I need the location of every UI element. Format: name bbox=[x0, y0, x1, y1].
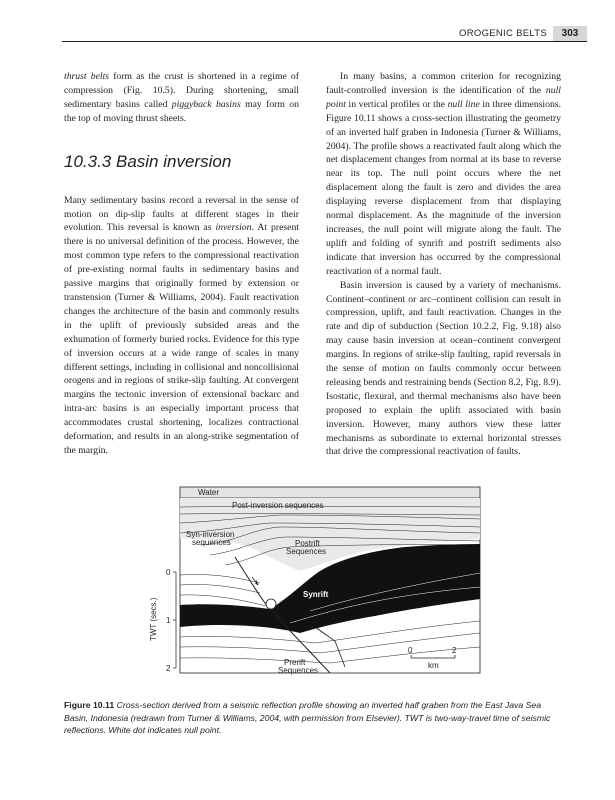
running-header bbox=[0, 26, 615, 42]
right-paragraph-1 bbox=[326, 70, 561, 279]
label-postrift-2: Sequences bbox=[286, 547, 327, 556]
caption-text: Cross-section derived from a seismic reflection profile showing an inverted half graben from the East Java Sea Basin, Indonesia (redrawn from Turner & Williams, 2004, with permission from Elsevier). TWT is two-way-travel time of seismic reflections. White dot indicates null point. bbox=[64, 700, 551, 736]
left-paragraph-1-text-a: form as the crust is shortened in a regime of compression (Fig. 10.5). During shortening, small sedimentary basins called bbox=[64, 71, 299, 110]
right-paragraph-1-text-a: In many basins, a common criterion for recognizing fault-controlled inversion is the identification of the bbox=[326, 71, 561, 96]
label-postrift-1: Postrift bbox=[295, 539, 320, 548]
term-null-point: null point bbox=[326, 84, 561, 110]
label-post-inversion: Post-inversion sequences bbox=[232, 501, 324, 510]
term-piggyback-basins: piggyback basins bbox=[171, 98, 241, 110]
right-column bbox=[326, 70, 561, 459]
right-paragraph-1-text-b: in vertical profiles or the bbox=[345, 98, 448, 110]
left-paragraph-1-text-b: may form on the top of moving thrust sheets. bbox=[64, 98, 299, 124]
scale-bar-unit: km bbox=[428, 661, 439, 670]
term-null-line: null line bbox=[447, 98, 480, 110]
right-paragraph-1-text-c: in three dimensions. Figure 10.11 shows a cross-section illustrating the geometry of an inverted half graben in Indonesia (Turner & Williams, 2004). The profile shows a reactivated fault along which the net displacement changes from normal at its base to reverse near its top. The null point occurs where the net displacement along the fault is zero and divides the area displaying reverse displacement from that displaying normal displacement. As the magnitude of the inversion increases, the null point will migrate along the fault. The uplift and folding of synrift and postrift sediments also indicate that inversion has occurred by the compressional reactivation of a normal fault. bbox=[326, 98, 561, 277]
y-tick-label-2: 2 bbox=[166, 664, 171, 673]
label-prerift-1: Prerift bbox=[284, 658, 306, 667]
left-column bbox=[64, 70, 299, 458]
label-water: Water bbox=[198, 488, 220, 497]
label-syn-inversion-2: sequences bbox=[192, 538, 231, 547]
y-axis-label: TWT (secs.) bbox=[149, 597, 158, 641]
figure-caption bbox=[64, 699, 561, 737]
cross-section-diagram bbox=[140, 481, 490, 696]
left-paragraph-2 bbox=[64, 194, 299, 458]
section-heading: 10.3.3 Basin inversion bbox=[64, 151, 232, 171]
left-paragraph-2-text-a: Many sedimentary basins record a reversal in the sense of motion on dip-slip faults at different stages in their evolution. This reversal is known as bbox=[64, 194, 299, 234]
term-thrust-belts: thrust belts bbox=[64, 71, 110, 82]
term-inversion: inversion bbox=[215, 222, 252, 234]
running-head-title: OROGENIC BELTS bbox=[459, 28, 547, 39]
y-tick-label-1: 1 bbox=[166, 616, 171, 625]
figure-10-11 bbox=[140, 481, 490, 696]
right-paragraph-2: Basin inversion is caused by a variety of mechanisms. Continent–continent or arc–continent collision can result in compression, uplift, and fault reactivation. Changes in the rate and dip of subduction (Section 10.2.2, Fig. 9.18) also may cause basin inversion at ocean–continent convergent margins. In regions of strike-slip faulting, rapid reversals in the sense of motion on faults commonly occur between releasing bends and restraining bends (Section 8.2, Fig. 8.9). Isostatic, flexural, and thermal mechanisms also have been proposed to explain the uplift associated with basin inversion. However, many authors view these latter mechanisms as subordinate to external horizontal stresses that drive the compressional reactivation of faults. bbox=[326, 279, 561, 458]
scale-bar-end: 2 bbox=[452, 646, 457, 655]
scale-bar-start: 0 bbox=[408, 646, 413, 655]
page-number: 303 bbox=[553, 26, 587, 41]
label-syn-inversion-1: Syn-inversion bbox=[186, 530, 235, 539]
left-paragraph-1 bbox=[64, 70, 299, 126]
header-rule bbox=[62, 41, 587, 42]
left-paragraph-2-text-b: . At present there is no universal definition of the process. However, the most common type refers to the compressional reactivation of pre-existing normal faults in sedimentary basins and passive margins that originally formed by extension or transtension (Turner & Williams, 2004). Fault reactivation changes the architecture of the basin and commonly results in the uplift of previously subsided areas and the exhumation of formerly buried rocks. Evidence for this type of inversion occurs at a wide range of scales in many different settings, including in collisional and noncollisional orogens and in regions of strike-slip faulting. At convergent margins the tectonic inversion of extensional backarc and intra-arc basins is an especially important process that accommodates crustal shortening, localizes contractional deformation, and results in an along-strike segmentation of the margin. bbox=[64, 222, 299, 456]
label-prerift-2: Sequences bbox=[278, 666, 319, 675]
caption-label: Figure 10.11 bbox=[64, 700, 115, 710]
y-tick-label-0: 0 bbox=[166, 568, 171, 577]
null-point-marker bbox=[266, 599, 276, 609]
water-layer bbox=[181, 488, 480, 498]
label-synrift: Synrift bbox=[303, 590, 329, 599]
